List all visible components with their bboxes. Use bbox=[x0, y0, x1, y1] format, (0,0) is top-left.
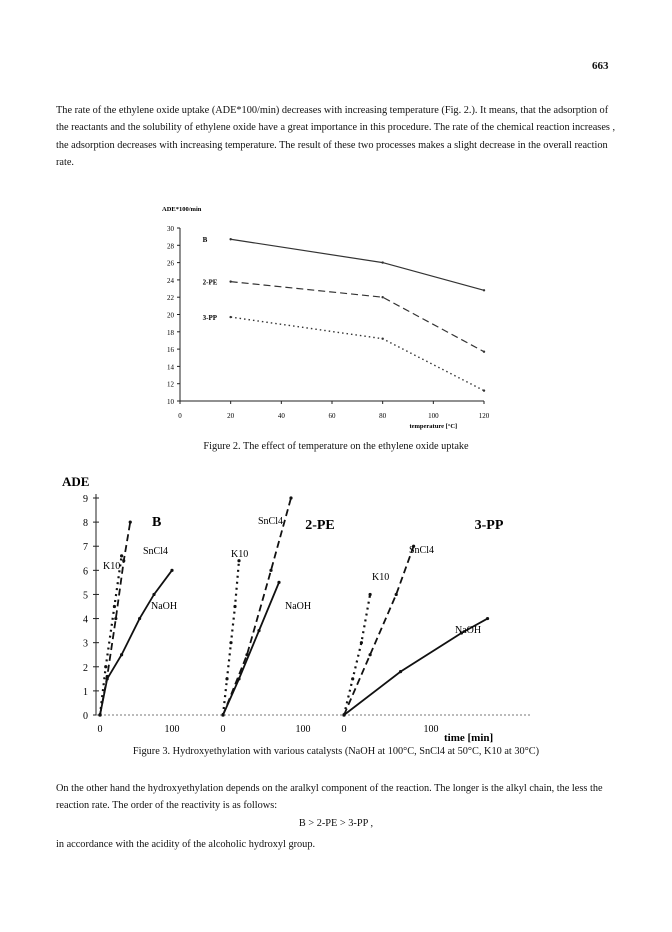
fig3-point bbox=[120, 653, 123, 656]
fig2-point bbox=[483, 350, 485, 352]
fig2-y-tick-label: 22 bbox=[167, 294, 174, 303]
fig3-point bbox=[113, 605, 116, 608]
fig3-point bbox=[104, 665, 107, 668]
figure-2-caption: Figure 2. The effect of temperature on the ethylene oxide uptake bbox=[203, 441, 469, 452]
fig3-series-label: NaOH bbox=[151, 601, 178, 612]
fig2-y-tick-label: 24 bbox=[167, 276, 174, 285]
fig3-point bbox=[221, 713, 224, 716]
fig3-series-label: NaOH bbox=[455, 625, 482, 636]
fig3-point bbox=[360, 641, 363, 644]
fig3-series-label: NaOH bbox=[285, 601, 312, 612]
fig3-y-tick-label: 7 bbox=[83, 542, 88, 554]
fig3-y-axis-label: ADE bbox=[62, 474, 90, 489]
fig3-series-label: SnCl4 bbox=[409, 545, 435, 556]
fig3-point bbox=[369, 653, 372, 656]
fig2-y-axis-label: ADE*100/min bbox=[162, 206, 202, 213]
fig2-x-tick-label: 20 bbox=[227, 412, 235, 420]
fig3-y-tick-label: 3 bbox=[83, 638, 88, 650]
fig3-y-tick-label: 9 bbox=[83, 494, 88, 505]
fig2-x-tick-label: 80 bbox=[379, 412, 387, 420]
fig3-point bbox=[395, 593, 398, 596]
paragraph-3: in accordance with the acidity of the alcoholic hydroxyl group. bbox=[56, 839, 316, 850]
fig2-y-tick-label: 10 bbox=[167, 398, 174, 406]
fig3-y-tick-label: 6 bbox=[83, 566, 88, 578]
fig3-point bbox=[342, 713, 345, 716]
fig2-point bbox=[381, 338, 383, 340]
fig3-y-tick-label: 2 bbox=[83, 662, 88, 674]
paragraph-1: The rate of the ethylene oxide uptake (ADE*100/min) decreases with increasing temperature (Fig. 2.). It means, that the adsorption of the reactants and the solubility of ethylene oxide have a great importance in this procedure. The rate of the chemical reaction increases , the adsorption decreases with increasing temperature. The result of these two processes makes a slight decrease in the overall reaction rate. bbox=[56, 105, 616, 168]
fig2-y-tick-label: 30 bbox=[167, 225, 174, 233]
fig2-x-tick-label: 60 bbox=[328, 412, 336, 420]
fig3-point bbox=[106, 675, 109, 678]
fig3-series-label: K10 bbox=[103, 561, 121, 572]
fig2-x-tick-label: 0 bbox=[178, 412, 182, 420]
fig3-x-axis-label: time [min] bbox=[444, 732, 494, 744]
reactivity-order: B > 2-PE > 3-PP , bbox=[298, 818, 374, 829]
fig3-point bbox=[138, 617, 141, 620]
fig3-series-line-K10 bbox=[223, 561, 239, 715]
fig2-series-label: 3-PP bbox=[202, 314, 218, 323]
fig2-y-tick-label: 28 bbox=[167, 242, 174, 251]
fig2-series-label: 2-PE bbox=[202, 278, 218, 287]
page-number: 663 bbox=[592, 60, 609, 72]
fig3-series-line-SnCl4 bbox=[223, 498, 291, 715]
fig3-x-tick-label: 0 bbox=[341, 724, 347, 735]
fig3-point bbox=[129, 521, 132, 524]
fig3-point bbox=[229, 641, 232, 644]
fig2-series-label: B bbox=[202, 236, 208, 245]
fig3-series-line-NaOH bbox=[100, 570, 172, 715]
fig3-point bbox=[257, 629, 260, 632]
fig3-point bbox=[245, 653, 248, 656]
fig2-point bbox=[229, 316, 231, 318]
fig3-series-label: K10 bbox=[372, 572, 390, 583]
fig3-point bbox=[351, 677, 354, 680]
fig2-point bbox=[229, 238, 231, 240]
fig2-y-tick-label: 12 bbox=[167, 380, 174, 389]
fig3-point bbox=[233, 605, 236, 608]
fig3-x-tick-label: 100 bbox=[164, 724, 180, 735]
fig3-point bbox=[289, 496, 292, 499]
paragraph-2: On the other hand the hydroxyethylation depends on the aralkyl component of the reaction. The longer is the alkyl chain, the less the reaction rate. The order of the reactivity is as follows: bbox=[56, 783, 603, 812]
fig3-point bbox=[114, 617, 117, 620]
fig3-point bbox=[170, 569, 173, 572]
fig3-point bbox=[369, 593, 372, 596]
fig3-point bbox=[152, 593, 155, 596]
fig2-y-tick-label: 26 bbox=[167, 259, 174, 268]
fig2-point bbox=[381, 261, 383, 263]
fig2-series-line-3-PP bbox=[231, 317, 484, 391]
fig2-series-line-B bbox=[231, 239, 484, 290]
figure-3-caption: Figure 3. Hydroxyethylation with various catalysts (NaOH at 100°C, SnCl4 at 50°C, K10 at 30°C) bbox=[132, 746, 540, 757]
fig3-panel-title: 2-PE bbox=[305, 518, 335, 533]
fig2-y-tick-label: 14 bbox=[167, 363, 174, 372]
fig3-x-tick-label: 0 bbox=[220, 724, 226, 735]
fig3-y-tick-label: 4 bbox=[83, 614, 88, 626]
fig2-point bbox=[483, 389, 485, 391]
fig3-y-tick-label: 8 bbox=[83, 518, 88, 530]
fig3-x-tick-label: 100 bbox=[295, 724, 311, 735]
fig2-y-tick-label: 20 bbox=[167, 311, 174, 320]
fig2-y-tick-label: 18 bbox=[167, 328, 174, 337]
fig3-y-tick-label: 1 bbox=[83, 686, 88, 698]
fig2-series-line-2-PE bbox=[231, 282, 484, 352]
fig3-point bbox=[277, 581, 280, 584]
fig3-point bbox=[399, 670, 402, 673]
fig3-series-label: K10 bbox=[231, 549, 249, 560]
fig2-x-axis-label: temperature [°C] bbox=[409, 423, 458, 430]
fig3-panel-title: 3-PP bbox=[474, 518, 504, 533]
fig3-series-line-K10 bbox=[100, 556, 122, 715]
fig3-point bbox=[269, 569, 272, 572]
fig2-y-tick-label: 16 bbox=[167, 346, 174, 355]
fig2-x-tick-label: 100 bbox=[428, 412, 439, 420]
fig3-x-tick-label: 0 bbox=[97, 724, 103, 735]
fig2-point bbox=[229, 280, 231, 282]
fig3-point bbox=[120, 554, 123, 557]
fig3-point bbox=[486, 617, 489, 620]
fig3-series-label: SnCl4 bbox=[258, 516, 284, 527]
fig3-panel-title: B bbox=[152, 515, 162, 530]
fig3-x-tick-label: 100 bbox=[423, 724, 439, 735]
fig3-y-tick-label: 0 bbox=[83, 711, 88, 722]
fig3-point bbox=[98, 713, 101, 716]
fig3-point bbox=[225, 677, 228, 680]
fig3-series-label: SnCl4 bbox=[143, 546, 169, 557]
fig3-point bbox=[122, 559, 125, 562]
fig2-point bbox=[483, 289, 485, 291]
fig3-y-tick-label: 5 bbox=[83, 590, 88, 602]
fig2-x-tick-label: 120 bbox=[478, 412, 490, 420]
fig2-x-tick-label: 40 bbox=[277, 412, 285, 420]
fig2-point bbox=[381, 296, 383, 298]
